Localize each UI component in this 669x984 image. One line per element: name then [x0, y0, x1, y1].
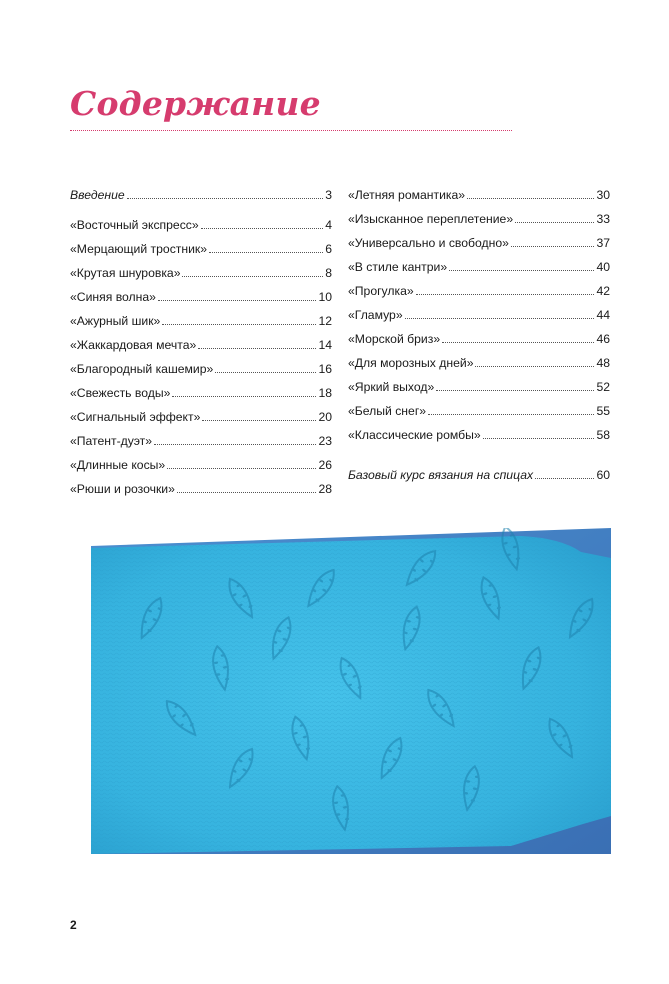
toc-dot-leader	[162, 324, 316, 325]
toc-entry-title: «Прогулка»	[348, 284, 414, 298]
toc-dot-leader	[154, 444, 316, 445]
toc-dot-leader	[209, 252, 323, 253]
toc-entry	[70, 238, 332, 256]
toc-entry	[70, 214, 332, 232]
toc-entry-title: «Ажурный шик»	[70, 314, 161, 328]
toc-dot-leader	[483, 438, 595, 439]
toc-entry-title: «Яркий выход»	[348, 380, 435, 394]
toc-entry	[70, 406, 332, 424]
toc-entry	[70, 358, 332, 376]
toc-entry-title: «Крутая шнуровка»	[70, 266, 181, 280]
toc-entry	[348, 352, 610, 370]
toc-entry-page: 44	[596, 308, 610, 322]
toc-dot-leader	[436, 390, 594, 391]
toc-dot-leader	[158, 300, 316, 301]
toc-entry-title: Введение	[70, 188, 125, 202]
knitted-lace-photo	[91, 528, 611, 854]
toc-dot-leader	[442, 342, 594, 343]
toc-dot-leader	[449, 270, 594, 271]
toc-dot-leader	[177, 492, 317, 493]
toc-entry	[70, 478, 332, 496]
toc-entry-page: 40	[596, 260, 610, 274]
toc-entry-page: 10	[318, 290, 332, 304]
toc-entry-title: «Свежесть воды»	[70, 386, 171, 400]
toc-entry-page: 26	[318, 458, 332, 472]
toc-entry-page: 46	[596, 332, 610, 346]
toc-entry-page: 52	[596, 380, 610, 394]
toc-entry-title: «Изысканное переплетение»	[348, 212, 514, 226]
toc-dot-leader	[416, 294, 595, 295]
toc-entry	[70, 430, 332, 448]
toc-entry-title: «Гламур»	[348, 308, 403, 322]
toc-entry	[70, 334, 332, 352]
toc-entry-page: 33	[596, 212, 610, 226]
toc-entry-title: «Классические ромбы»	[348, 428, 481, 442]
toc-dot-leader	[167, 468, 316, 469]
toc-entry-page: 37	[596, 236, 610, 250]
toc-entry-title: «Белый снег»	[348, 404, 427, 418]
toc-entry	[348, 376, 610, 394]
toc-dot-leader	[515, 222, 594, 223]
toc-dot-leader	[182, 276, 323, 277]
toc-entry	[348, 304, 610, 322]
toc-entry-page: 23	[318, 434, 332, 448]
toc-entry-page: 58	[596, 428, 610, 442]
toc-entry-title: «Летняя романтика»	[348, 188, 466, 202]
toc-entry-title: Базовый курс вязания на спицах	[348, 468, 534, 482]
toc-entry-title: «Морской бриз»	[348, 332, 441, 346]
toc-entry-title: «Синяя волна»	[70, 290, 156, 304]
toc-entry	[70, 286, 332, 304]
toc-entry-page: 48	[596, 356, 610, 370]
toc-entry	[70, 382, 332, 400]
toc-entry-page: 12	[318, 314, 332, 328]
page-number: 2	[70, 918, 77, 932]
toc-entry-title: «Для морозных дней»	[348, 356, 474, 370]
toc-entry-page: 14	[318, 338, 332, 352]
toc-entry-title: «Патент-дуэт»	[70, 434, 153, 448]
toc-entry	[348, 208, 610, 226]
toc-entry-title: «В стиле кантри»	[348, 260, 448, 274]
toc-dot-leader	[172, 396, 316, 397]
toc-dot-leader	[428, 414, 594, 415]
toc-entry-title: «Восточный экспресс»	[70, 218, 199, 232]
toc-entry-title: «Благородный кашемир»	[70, 362, 214, 376]
title-dotted-rule	[70, 130, 512, 131]
toc-entry-page: 6	[325, 242, 332, 256]
toc-entry-page: 16	[318, 362, 332, 376]
toc-entry-page: 60	[596, 468, 610, 482]
toc-entry-title: «Мерцающий тростник»	[70, 242, 208, 256]
toc-entry-page: 20	[318, 410, 332, 424]
toc-entry-page: 3	[325, 188, 332, 202]
toc-entry	[348, 184, 610, 202]
toc-dot-leader	[198, 348, 316, 349]
toc-entry-title: «Рюши и розочки»	[70, 482, 175, 496]
toc-entry-page: 28	[318, 482, 332, 496]
toc-entry-page: 18	[318, 386, 332, 400]
toc-entry	[348, 256, 610, 274]
toc-entry	[70, 310, 332, 328]
toc-dot-leader	[467, 198, 594, 199]
toc-entry-title: «Жаккардовая мечта»	[70, 338, 197, 352]
toc-entry	[70, 184, 332, 202]
toc-dot-leader	[405, 318, 595, 319]
toc-entry-page: 4	[325, 218, 332, 232]
toc-entry-title: «Универсально и свободно»	[348, 236, 509, 250]
toc-dot-leader	[127, 198, 324, 199]
toc-entry	[348, 424, 610, 442]
toc-entry-title: «Длинные косы»	[70, 458, 166, 472]
toc-dot-leader	[215, 372, 316, 373]
toc-entry-page: 55	[596, 404, 610, 418]
toc-entry	[348, 400, 610, 418]
toc-entry-page: 30	[596, 188, 610, 202]
toc-dot-leader	[475, 366, 594, 367]
toc-entry	[348, 232, 610, 250]
toc-entry-page: 42	[596, 284, 610, 298]
toc-dot-leader	[511, 246, 595, 247]
toc-entry-title: «Сигнальный эффект»	[70, 410, 201, 424]
toc-entry	[70, 454, 332, 472]
toc-entry-page: 8	[325, 266, 332, 280]
toc-entry	[348, 464, 610, 482]
toc-entry	[348, 280, 610, 298]
toc-dot-leader	[535, 478, 594, 479]
toc-entry	[348, 328, 610, 346]
page-title: Содержание	[70, 84, 321, 123]
toc-entry	[70, 262, 332, 280]
toc-dot-leader	[202, 420, 316, 421]
toc-dot-leader	[201, 228, 324, 229]
